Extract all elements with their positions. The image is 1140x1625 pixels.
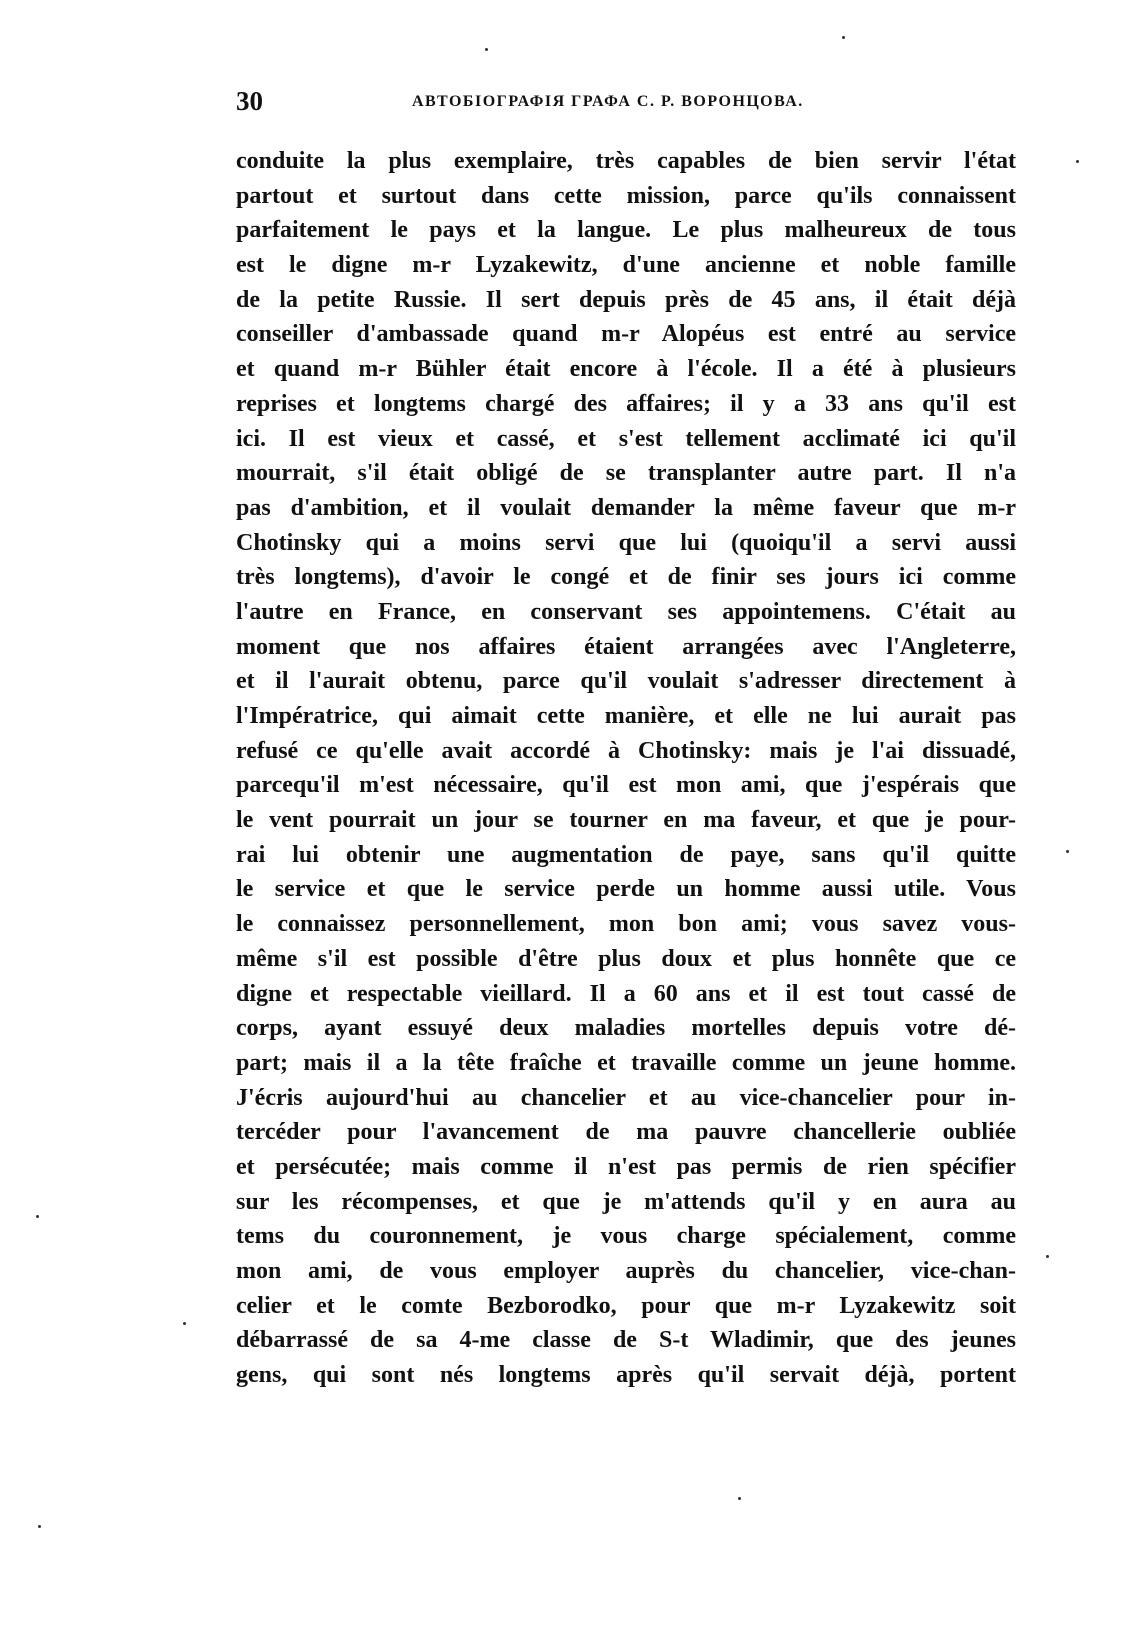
text-line: et persécutée; mais comme il n'est pas permis de rien spécifier — [236, 1153, 1016, 1180]
text-line: refusé ce qu'elle avait accordé à Chotinsky: mais je l'ai dissuadé, — [236, 737, 1016, 764]
text-line: le service et que le service perde un homme aussi utile. Vous — [236, 876, 1016, 903]
scan-speck — [1046, 1255, 1049, 1258]
text-line: corps, ayant essuyé deux maladies mortelles depuis votre dé- — [236, 1015, 1016, 1042]
body-text — [236, 144, 1016, 1393]
text-line: J'écris aujourd'hui au chancelier et au vice-chancelier pour in- — [236, 1084, 1016, 1111]
text-line: de la petite Russie. Il sert depuis près de 45 ans, il était déjà — [236, 286, 1016, 313]
text-line: mourrait, s'il était obligé de se transplanter autre part. Il n'a — [236, 460, 1016, 487]
scan-speck — [38, 1525, 41, 1528]
text-line: partout et surtout dans cette mission, parce qu'ils connaissent — [236, 182, 1016, 209]
text-line: gens, qui sont nés longtems après qu'il servait déjà, portent — [236, 1362, 1016, 1389]
scan-speck — [36, 1215, 39, 1218]
text-line: sur les récompenses, et que je m'attends qu'il y en aura au — [236, 1188, 1016, 1215]
text-line: mon ami, de vous employer auprès du chancelier, vice-chan- — [236, 1258, 1016, 1284]
text-line: conduite la plus exemplaire, très capables de bien servir l'état — [236, 148, 1016, 174]
text-line: ici. Il est vieux et cassé, et s'est tellement acclimaté ici qu'il — [236, 425, 1016, 452]
text-line: conseiller d'ambassade quand m-r Alopéus est entré au service — [236, 321, 1016, 348]
scan-speck — [485, 48, 488, 51]
text-line: le vent pourrait un jour se tourner en ma faveur, et que je pour- — [236, 807, 1016, 834]
text-line: tercéder pour l'avancement de ma pauvre chancellerie oubliée — [236, 1119, 1016, 1146]
text-line: très longtems), d'avoir le congé et de finir ses jours ici comme — [236, 564, 1016, 591]
scan-speck — [842, 36, 845, 39]
text-line: tems du couronnement, je vous charge spécialement, comme — [236, 1223, 1016, 1250]
running-head: АВТОБIОГРАФIЯ ГРАФА С. Р. ВОРОНЦОВА. — [412, 93, 804, 110]
text-line: rai lui obtenir une augmentation de paye, sans qu'il quitte — [236, 841, 1016, 868]
text-line: est le digne m-r Lyzakewitz, d'une ancienne et noble famille — [236, 252, 1016, 279]
text-line: débarrassé de sa 4-me classe de S-t Wladimir, que des jeunes — [236, 1327, 1016, 1354]
text-line: même s'il est possible d'être plus doux et plus honnête que ce — [236, 945, 1016, 972]
text-line: et il l'aurait obtenu, parce qu'il voulait s'adresser directement à — [236, 668, 1016, 695]
text-line: l'autre en France, en conservant ses appointemens. C'était au — [236, 598, 1016, 625]
text-line: le connaissez personnellement, mon bon ami; vous savez vous- — [236, 911, 1016, 938]
text-line: digne et respectable vieillard. Il a 60 ans et il est tout cassé de — [236, 980, 1016, 1007]
text-line: celier et le comte Bezborodko, pour que m-r Lyzakewitz soit — [236, 1292, 1016, 1319]
text-line: Chotinsky qui a moins servi que lui (quoiqu'il a servi aussi — [236, 529, 1016, 556]
text-line: moment que nos affaires étaient arrangées avec l'Angleterre, — [236, 633, 1016, 660]
text-line: pas d'ambition, et il voulait demander la même faveur que m-r — [236, 494, 1016, 521]
text-line: reprises et longtems chargé des affaires; il y a 33 ans qu'il est — [236, 390, 1016, 417]
page-number: 30 — [236, 86, 263, 116]
scan-speck — [183, 1322, 186, 1325]
text-line: l'Impératrice, qui aimait cette manière, et elle ne lui aurait pas — [236, 703, 1016, 729]
text-line: parfaitement le pays et la langue. Le plus malheureux de tous — [236, 217, 1016, 244]
scan-speck — [1066, 850, 1069, 853]
text-line: parcequ'il m'est nécessaire, qu'il est mon ami, que j'espérais que — [236, 772, 1016, 799]
scan-speck — [1076, 160, 1079, 163]
text-line: part; mais il a la tête fraîche et travaille comme un jeune homme. — [236, 1049, 1016, 1076]
page-header — [236, 84, 1016, 124]
text-line: et quand m-r Bühler était encore à l'école. Il a été à plusieurs — [236, 356, 1016, 383]
scan-speck — [738, 1497, 741, 1500]
